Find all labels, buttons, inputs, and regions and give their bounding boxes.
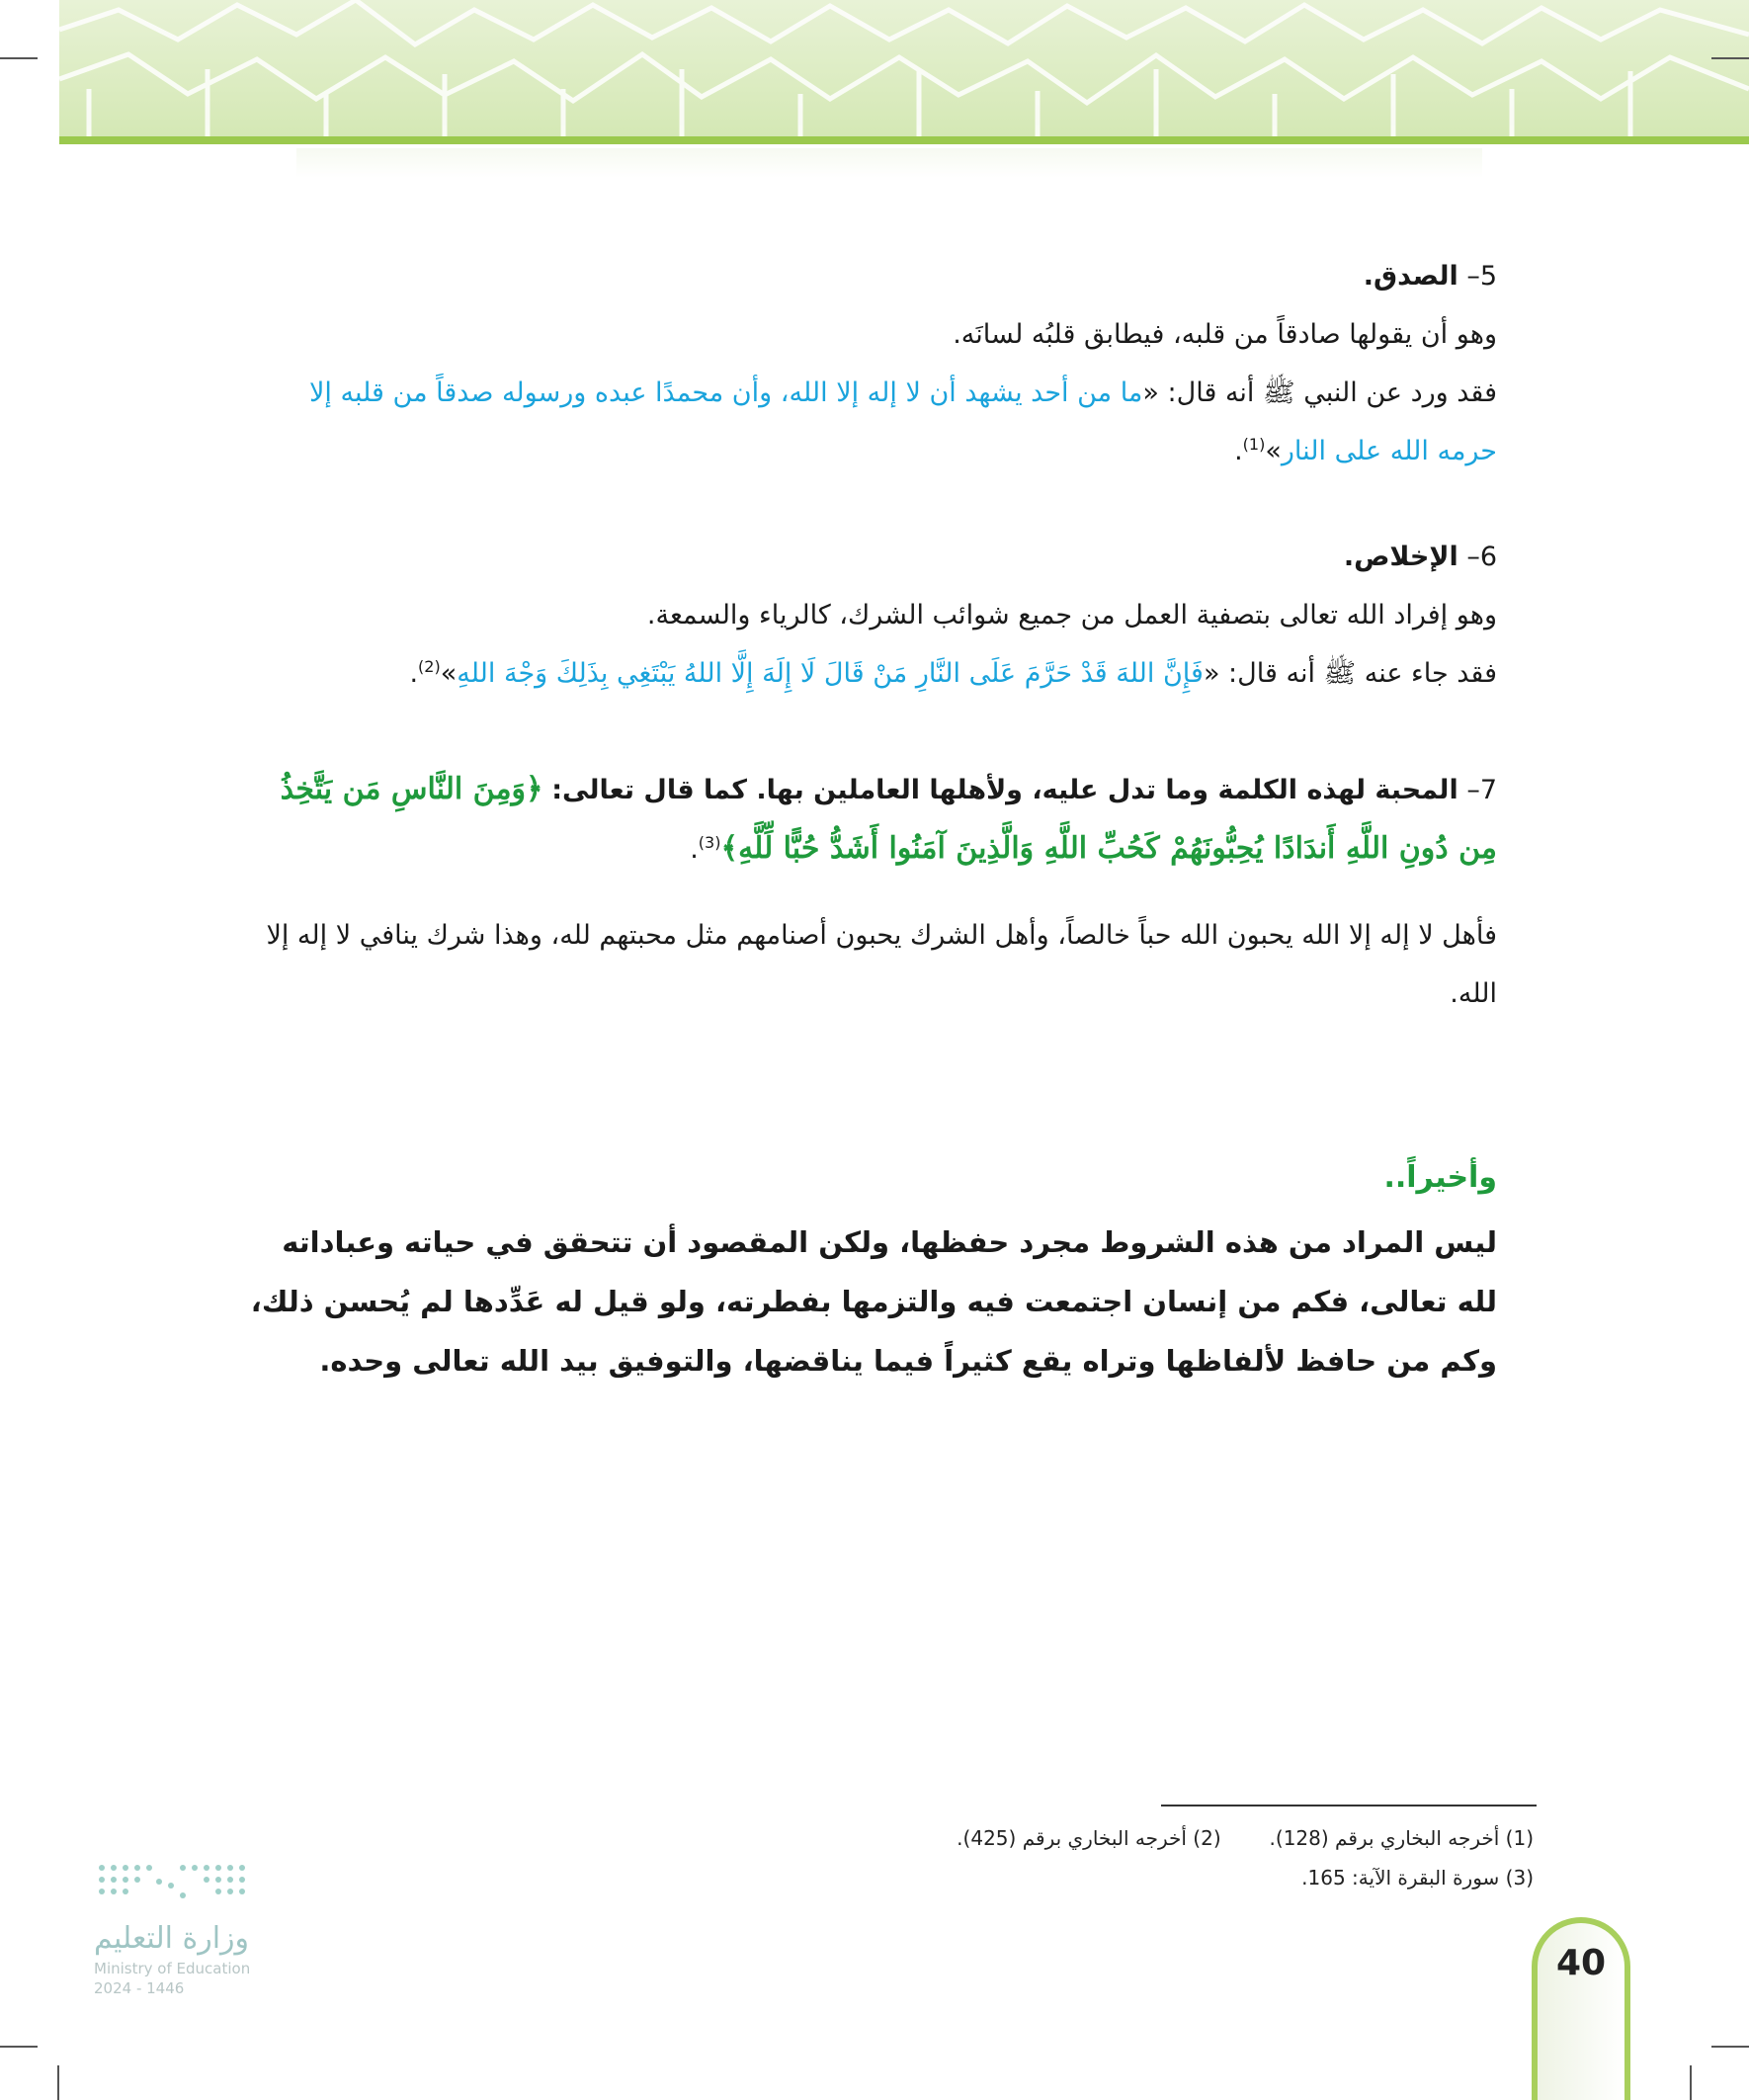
closing-text: ليس المراد من هذه الشروط مجرد حفظها، ولكن المقصود أن تتحقق في حياته وعباداته لله تعالى، فكم من إنسان اجتمعت فيه والتزمها بفطرته، ولو قيل له عَدِّدها لم يُحسن ذلك، وكم من حافظ لألفاظها وتراه يقع كثيراً فيما يناقضها، والتوفيق بيد الله تعالى وحده.	[250, 1225, 1497, 1378]
footnote-ref[interactable]: (2)	[418, 657, 441, 676]
closing-section	[242, 1143, 1497, 1390]
footnote-ref[interactable]: (1)	[1242, 435, 1266, 454]
condition-heading: 6– الإخلاص.	[1343, 542, 1497, 572]
crop-mark	[1711, 57, 1749, 59]
crop-mark	[0, 2046, 38, 2048]
footnote-ref[interactable]: (3)	[698, 833, 721, 852]
hadith-paragraph: فقد جاء عنه ﷺ أنه قال: «فَإِنَّ اللهَ قَدْ حَرَّمَ عَلَى النَّارِ مَنْ قَالَ لَا إِلَهَ إِلَّا اللهُ يَبْتَغِي بِذَلِكَ وَجْهَ اللهِ»$^{(2)}$.	[409, 657, 1497, 689]
hadith-quote: ما من أحد يشهد أن لا إله إلا الله، وأن محمدًا عبده ورسوله صدقاً من قلبه إلا حرمه الله على النار	[309, 378, 1497, 466]
main-content	[242, 247, 1497, 1390]
ministry-logo	[94, 1860, 331, 1998]
ministry-logo-icon	[94, 1860, 252, 1909]
footnote-3: (3) سورة البقرة الآية: 165.	[1301, 1866, 1534, 1890]
condition-definition: وهو إفراد الله تعالى بتصفية العمل من جميع شوائب الشرك، كالرياء والسمعة.	[646, 600, 1497, 630]
closing-title: وأخيراً..	[1383, 1160, 1497, 1195]
ministry-year: 2024 - 1446	[94, 1979, 185, 1997]
crop-mark	[1711, 2046, 1749, 2048]
quran-verse: ﴿وَمِنَ النَّاسِ مَن يَتَّخِذُ مِن دُونِ اللَّهِ أَندَادًا يُحِبُّونَهُمْ كَحُبِّ اللَّهِ وَالَّذِينَ آمَنُوا أَشَدُّ حُبًّا لِّلَّهِ﴾	[280, 772, 1497, 866]
footnote-2: (2) أخرجه البخاري برقم (425).	[957, 1826, 1221, 1850]
condition-definition: وهو أن يقولها صادقاً من قلبه، فيطابق قلبُه لسانَه.	[953, 319, 1497, 350]
ministry-name-ar: وزارة التعليم	[94, 1921, 250, 1956]
condition-heading: 7– المحبة لهذه الكلمة وما تدل عليه، ولأهلها العاملين بها. كما قال تعالى: ﴿وَمِنَ النَّاسِ مَن يَتَّخِذُ مِن دُونِ اللَّهِ أَندَادًا يُحِبُّونَهُمْ كَحُبِّ اللَّهِ وَالَّذِينَ آمَنُوا أَشَدُّ حُبًّا لِّلَّهِ﴾$^{(3)}$.	[280, 772, 1497, 866]
footnote-1: (1) أخرجه البخاري برقم (128).	[1269, 1826, 1534, 1850]
page-number: 40	[1555, 1943, 1607, 1983]
banner-rule	[59, 136, 1749, 144]
footnote-row	[842, 1818, 1534, 1858]
condition-7	[242, 760, 1497, 1023]
page-number-tab	[1532, 1917, 1630, 2100]
condition-6	[242, 528, 1497, 703]
header-banner	[59, 0, 1749, 138]
crop-mark	[1690, 2065, 1692, 2100]
condition-explanation: فأهل لا إله إلا الله يحبون الله حباً خالصاً، وأهل الشرك يحبون أصنامهم مثل محبتهم لله، وهذا شرك ينافي لا إله إلا الله.	[266, 920, 1497, 1009]
footnote-rule	[1161, 1805, 1537, 1806]
condition-5	[242, 247, 1497, 480]
banner-fade	[296, 148, 1482, 178]
condition-heading: 5– الصدق.	[1363, 261, 1497, 292]
geometric-pattern-icon	[59, 0, 1749, 138]
ministry-name-en: Ministry of Education	[94, 1960, 251, 1977]
footnotes	[842, 1818, 1534, 1897]
crop-mark	[0, 57, 38, 59]
hadith-paragraph: فقد ورد عن النبي ﷺ أنه قال: «ما من أحد يشهد أن لا إله إلا الله، وأن محمدًا عبده ورسوله صدقاً من قلبه إلا حرمه الله على النار»$^{(1)}$.	[309, 378, 1497, 466]
crop-mark	[57, 2065, 59, 2100]
footnote-row	[842, 1858, 1534, 1897]
hadith-quote: فَإِنَّ اللهَ قَدْ حَرَّمَ عَلَى النَّارِ مَنْ قَالَ لَا إِلَهَ إِلَّا اللهُ يَبْتَغِي بِذَلِكَ وَجْهَ اللهِ	[457, 658, 1204, 689]
